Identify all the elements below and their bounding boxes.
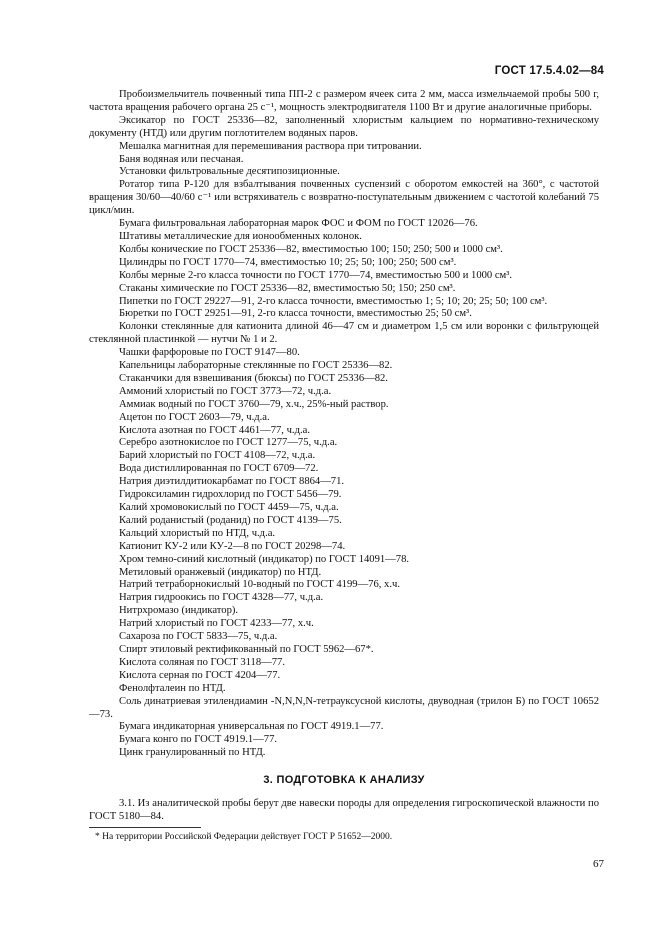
list-item: Мешалка магнитная для перемешивания раствора при титровании.: [119, 140, 422, 152]
list-item: Установки фильтровальные десятипозиционные.: [119, 166, 340, 178]
list-item: Штативы металлические для ионообменных колонок.: [119, 230, 362, 242]
list-item: Колонки стеклянные для катионита длиной 46—47 см и диаметром 1,5 см или воронки с фильтрующей стеклянной пластинкой — нутчи № 1 и 2.: [89, 321, 599, 346]
page-number: 67: [593, 858, 604, 870]
list-item: Вода дистиллированная по ГОСТ 6709—72.: [119, 463, 319, 475]
list-item: Сахароза по ГОСТ 5833—75, ч.д.а.: [119, 631, 278, 643]
section-paragraph: 3.1. Из аналитической пробы берут две навески породы для определения гигроскопической влажности по ГОСТ 5180—84.: [89, 798, 599, 822]
list-item: Аммоний хлористый по ГОСТ 3773—72, ч.д.а.: [119, 385, 332, 397]
list-item: Кислота азотная по ГОСТ 4461—77, ч.д.а.: [119, 424, 310, 436]
footnote-divider: [89, 827, 201, 828]
list-item: Калий роданистый (роданид) по ГОСТ 4139—75.: [119, 514, 342, 526]
list-item: Метиловый оранжевый (индикатор) по НТД.: [119, 566, 322, 578]
list-item: Кислота соляная по ГОСТ 3118—77.: [119, 656, 285, 668]
list-item: Стаканчики для взвешивания (бюксы) по ГОСТ 25336—82.: [119, 372, 388, 384]
list-item: Натрия гидроокись по ГОСТ 4328—77, ч.д.а.: [119, 592, 324, 604]
list-item: Цинк гранулированный по НТД.: [119, 747, 266, 759]
list-item: Цилиндры по ГОСТ 1770—74, вместимостью 10; 25; 50; 100; 250; 500 см³.: [119, 256, 457, 268]
list-item: Баня водяная или песчаная.: [119, 153, 244, 165]
list-item: Фенолфталеин по НТД.: [119, 682, 226, 694]
list-item: Натрий хлористый по ГОСТ 4233—77, х.ч.: [119, 618, 314, 630]
list-item: Калий хромовокислый по ГОСТ 4459—75, ч.д.а.: [119, 502, 339, 513]
list-item: Капельницы лабораторные стеклянные по ГОСТ 25336—82.: [119, 360, 393, 372]
document-body: [89, 89, 599, 843]
page-header: ГОСТ 17.5.4.02—84: [494, 65, 604, 77]
list-item: Колбы конические по ГОСТ 25336—82, вместимостью 100; 150; 250; 500 и 1000 см³.: [119, 243, 503, 255]
list-item: Натрий тетраборнокислый 10-водный по ГОСТ 4199—76, х.ч.: [119, 579, 400, 591]
list-item: Соль динатриевая этилендиамин -N,N,N,N-тетрауксусной кислоты, двуводная (трилон Б) по ГОСТ 10652—73.: [89, 695, 599, 720]
equipment-reagents-list: [89, 89, 599, 760]
list-item: Бумага фильтровальная лабораторная марок ФОС и ФОМ по ГОСТ 12026—76.: [119, 218, 478, 230]
list-item: Колбы мерные 2-го класса точности по ГОСТ 1770—74, вместимостью 500 и 1000 см³.: [119, 269, 513, 281]
list-item: Ацетон по ГОСТ 2603—79, ч.д.а.: [119, 411, 270, 423]
list-item: Спирт этиловый ректификованный по ГОСТ 5962—67*.: [119, 643, 374, 655]
list-item: Бумага индикаторная универсальная по ГОСТ 4919.1—77.: [119, 721, 384, 733]
list-item: Хром темно-синий кислотный (индикатор) по ГОСТ 14091—78.: [119, 553, 410, 565]
list-item: Бумага конго по ГОСТ 4919.1—77.: [119, 734, 278, 746]
list-item: Ротатор типа Р-120 для взбалтывания почвенных суспензий с оборотом емкостей на 360°, с частотой вращения 30/60—40/60 с⁻¹ или встряхиватель с возвратно-поступательным движением с частотой колебаний 75 цикл/мин.: [89, 179, 599, 217]
list-item: Кислота серная по ГОСТ 4204—77.: [119, 669, 281, 681]
section-heading: 3. ПОДГОТОВКА К АНАЛИЗУ: [263, 774, 425, 787]
footnote: * На территории Российской Федерации действует ГОСТ Р 51652—2000.: [95, 831, 393, 842]
list-item: Серебро азотнокислое по ГОСТ 1277—75, ч.д.а.: [119, 437, 338, 449]
list-item: Аммиак водный по ГОСТ 3760—79, х.ч., 25%-ный раствор.: [119, 398, 389, 410]
list-item: Чашки фарфоровые по ГОСТ 9147—80.: [119, 347, 300, 359]
list-item: Стаканы химические по ГОСТ 25336—82, вместимостью 50; 150; 250 см³.: [119, 282, 456, 294]
list-item: Пробоизмельчитель почвенный типа ПП-2 с размером ячеек сита 2 мм, масса измельчаемой пробы 500 г, частота вращения рабочего органа 25 с⁻¹, мощность электродвигателя 1100 Вт и другие аналогичные приборы.: [89, 89, 599, 113]
list-item: Гидроксиламин гидрохлорид по ГОСТ 5456—79.: [119, 489, 342, 501]
list-item: Барий хлористый по ГОСТ 4108—72, ч.д.а.: [119, 450, 316, 462]
list-item: Кальций хлористый по НТД, ч.д.а.: [119, 527, 276, 539]
list-item: Эксикатор по ГОСТ 25336—82, заполненный хлористым кальцием по нормативно-техническому документу (НТД) или другим поглотителем водяных паров.: [89, 114, 599, 139]
list-item: Нитрхромазо (индикатор).: [119, 605, 239, 617]
list-item: Бюретки по ГОСТ 29251—91, 2-го класса точности, вместимостью 25; 50 см³.: [119, 308, 472, 320]
list-item: Пипетки по ГОСТ 29227—91, 2-го класса точности, вместимостью 1; 5; 10; 20; 25; 50; 100 см³.: [119, 295, 548, 307]
list-item: Катионит КУ-2 или КУ-2—8 по ГОСТ 20298—74.: [119, 540, 346, 552]
list-item: Натрия диэтилдитиокарбамат по ГОСТ 8864—71.: [119, 476, 345, 488]
